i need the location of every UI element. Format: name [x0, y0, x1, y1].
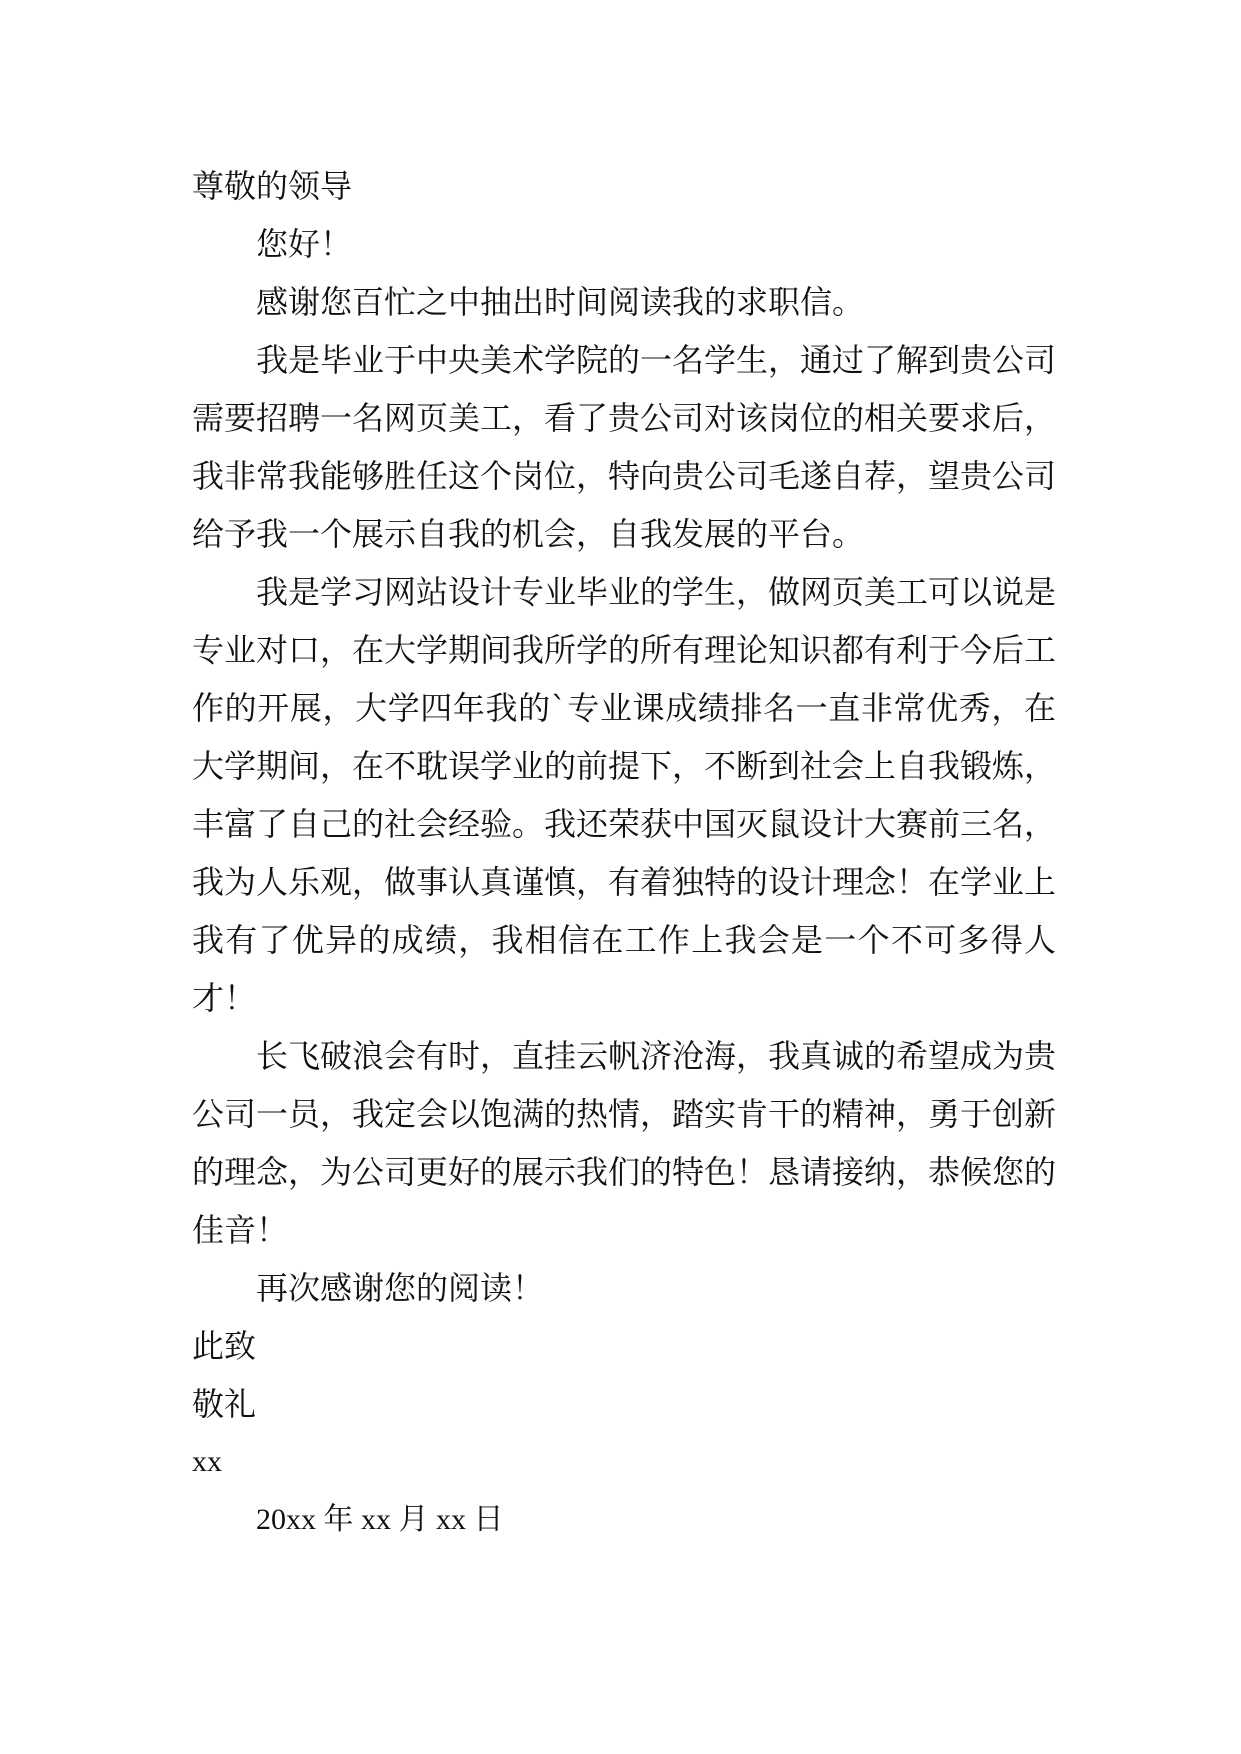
closing-salute: 敬礼: [192, 1385, 257, 1423]
cover-letter: [192, 157, 1056, 1549]
closing-phrase: 此致: [192, 1327, 257, 1365]
paragraph-aspiration: 长飞破浪会有时，直挂云帆济沧海，我真诚的希望成为贵公司一员，我定会以饱满的热情，踏实肯干的精神，勇于创新的理念，为公司更好的展示我们的特色！恳请接纳，恭候您的佳音！: [192, 1037, 1057, 1249]
greeting: 您好！: [256, 225, 353, 263]
date: 20xx 年 xx 月 xx 日: [256, 1503, 504, 1536]
paragraph-qualifications: 我是学习网站设计专业毕业的学生，做网页美工可以说是专业对口，在大学期间我所学的所有理论知识都有利于今后工作的开展，大学四年我的`专业课成绩排名一直非常优秀，在大学期间，在不耽误学业的前提下，不断到社会上自我锻炼，丰富了自己的社会经验。我还荣获中国灭鼠设计大赛前三名，我为人乐观，做事认真谨慎，有着独特的设计理念！在学业上我有了优异的成绩，我相信在工作上我会是一个不可多得人才！: [192, 573, 1057, 1017]
paragraph-thanks: 感谢您百忙之中抽出时间阅读我的求职信。: [256, 283, 865, 321]
paragraph-final-thanks: 再次感谢您的阅读！: [256, 1269, 545, 1307]
signature: xx: [192, 1445, 222, 1478]
salutation: 尊敬的领导: [192, 167, 353, 205]
paragraph-introduction: 我是毕业于中央美术学院的一名学生，通过了解到贵公司需要招聘一名网页美工，看了贵公司对该岗位的相关要求后，我非常我能够胜任这个岗位，特向贵公司毛遂自荐，望贵公司给予我一个展示自我的机会，自我发展的平台。: [192, 341, 1057, 553]
